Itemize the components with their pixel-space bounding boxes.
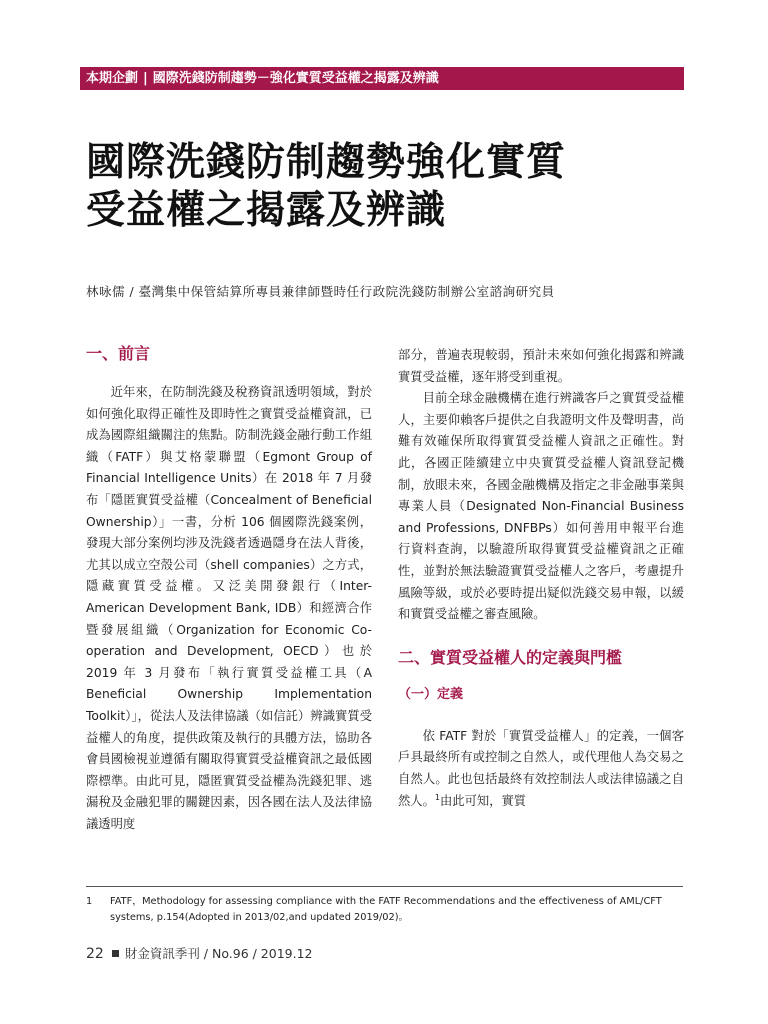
- section-2-heading: 二、實質受益權人的定義與門檻: [398, 647, 623, 667]
- publication-info: 財金資訊季刊 / No.96 / 2019.12: [124, 946, 313, 961]
- page-footer: [86, 944, 313, 962]
- section-banner: [80, 67, 684, 90]
- title-line-1: 國際洗錢防制趨勢強化實質: [86, 139, 567, 185]
- section-2-paragraph-1-tail: 由此可知，實質: [440, 793, 527, 808]
- author-line: 林咏儒 / 臺灣集中保管結算所專員兼律師暨時任行政院洗錢防制辦公室諮詢研究員: [86, 284, 555, 299]
- footnote-divider: [86, 886, 683, 887]
- section-label: 本期企劃: [86, 71, 139, 86]
- section-2-paragraph-1: [398, 726, 684, 812]
- square-bullet-icon: [112, 950, 119, 957]
- section-2-subheading: （一）定義: [398, 686, 464, 702]
- page-number: 22: [86, 946, 104, 962]
- title-line-2: 受益權之揭露及辨識: [86, 187, 447, 233]
- footnote-ref[interactable]: 1: [434, 792, 440, 802]
- section-2-paragraph-1-text: 依 FATF 對於「實質受益權人」的定義，一個客戶具最終所有或控制之自然人，或代理他人為交易之自然人。此也包括最終有效控制法人或法律協議之自然人。: [398, 728, 684, 808]
- footnote: [86, 894, 686, 926]
- footnote-number: 1: [86, 896, 93, 907]
- section-1-paragraph-1: 近年來，在防制洗錢及稅務資訊透明領域，對於如何強化取得正確性及即時性之實質受益權資訊，已成為國際組織關注的焦點。防制洗錢金融行動工作組織（FATF）與艾格蒙聯盟（Egmont Group of Financial Intelligence Units）在 2018 年 7 月發布「隱匿實質受益權（Concealment of Beneficial Ownership）」一書，分析 106 個國際洗錢案例，發現大部分案例均涉及洗錢者透過隱身在法人背後，尤其以成立空殼公司（shell companies）之方式，隱藏實質受益權。又泛美開發銀行（Inter-American Development Bank, IDB）和經濟合作暨發展組織（Organization for Economic Co-operation and Development, OECD）也於 2019 年 3 月發布「執行實質受益權工具（A Beneficial Ownership Implementation Toolkit）」，從法人及法律協議（如信託）辨識實質受益權人的角度，提供政策及執行的具體方法，協助各會員國檢視並遵循有關取得實質受益權資訊之最低國際標準。由此可見，隱匿實質受益權為洗錢犯罪、逃漏稅及金融犯罪的關鍵因素，因各國在法人及法律協議透明度: [86, 385, 372, 831]
- section-1-paragraph-1-continued: 部分，普遍表現較弱，預計未來如何強化揭露和辨識實質受益權，逐年將受到重視。: [398, 348, 684, 384]
- article-title: [86, 138, 686, 234]
- banner-topic: 國際洗錢防制趨勢－強化實質受益權之揭露及辨識: [152, 71, 439, 86]
- right-column: [398, 345, 684, 812]
- left-column: [86, 342, 372, 835]
- footnote-text: FATF，Methodology for assessing compliance with the FATF Recommendations and the effectiveness of AML/CFT systems, p.154(Adopted in 2013/02,and updated 2019/02)。: [110, 896, 662, 923]
- banner-separator: |: [143, 71, 148, 86]
- section-1-paragraph-2: 目前全球金融機構在進行辨識客戶之實質受益權人，主要仰賴客戶提供之自我證明文件及聲明書，尚難有效確保所取得實質受益權人資訊之正確性。對此，各國正陸續建立中央實質受益權人資訊登記機制，放眼未來，各國金融機構及指定之非金融事業與專業人員（Designated Non-Financial Business and Professions, DNFBPs）如何善用申報平台進行資料查詢，以驗證所取得實質受益權資訊之正確性，並對於無法驗證實質受益權人之客戶，考慮提升風險等級，或於必要時提出疑似洗錢交易申報，以緩和實質受益權之審查風險。: [398, 391, 684, 622]
- section-1-heading: 一、前言: [86, 344, 151, 363]
